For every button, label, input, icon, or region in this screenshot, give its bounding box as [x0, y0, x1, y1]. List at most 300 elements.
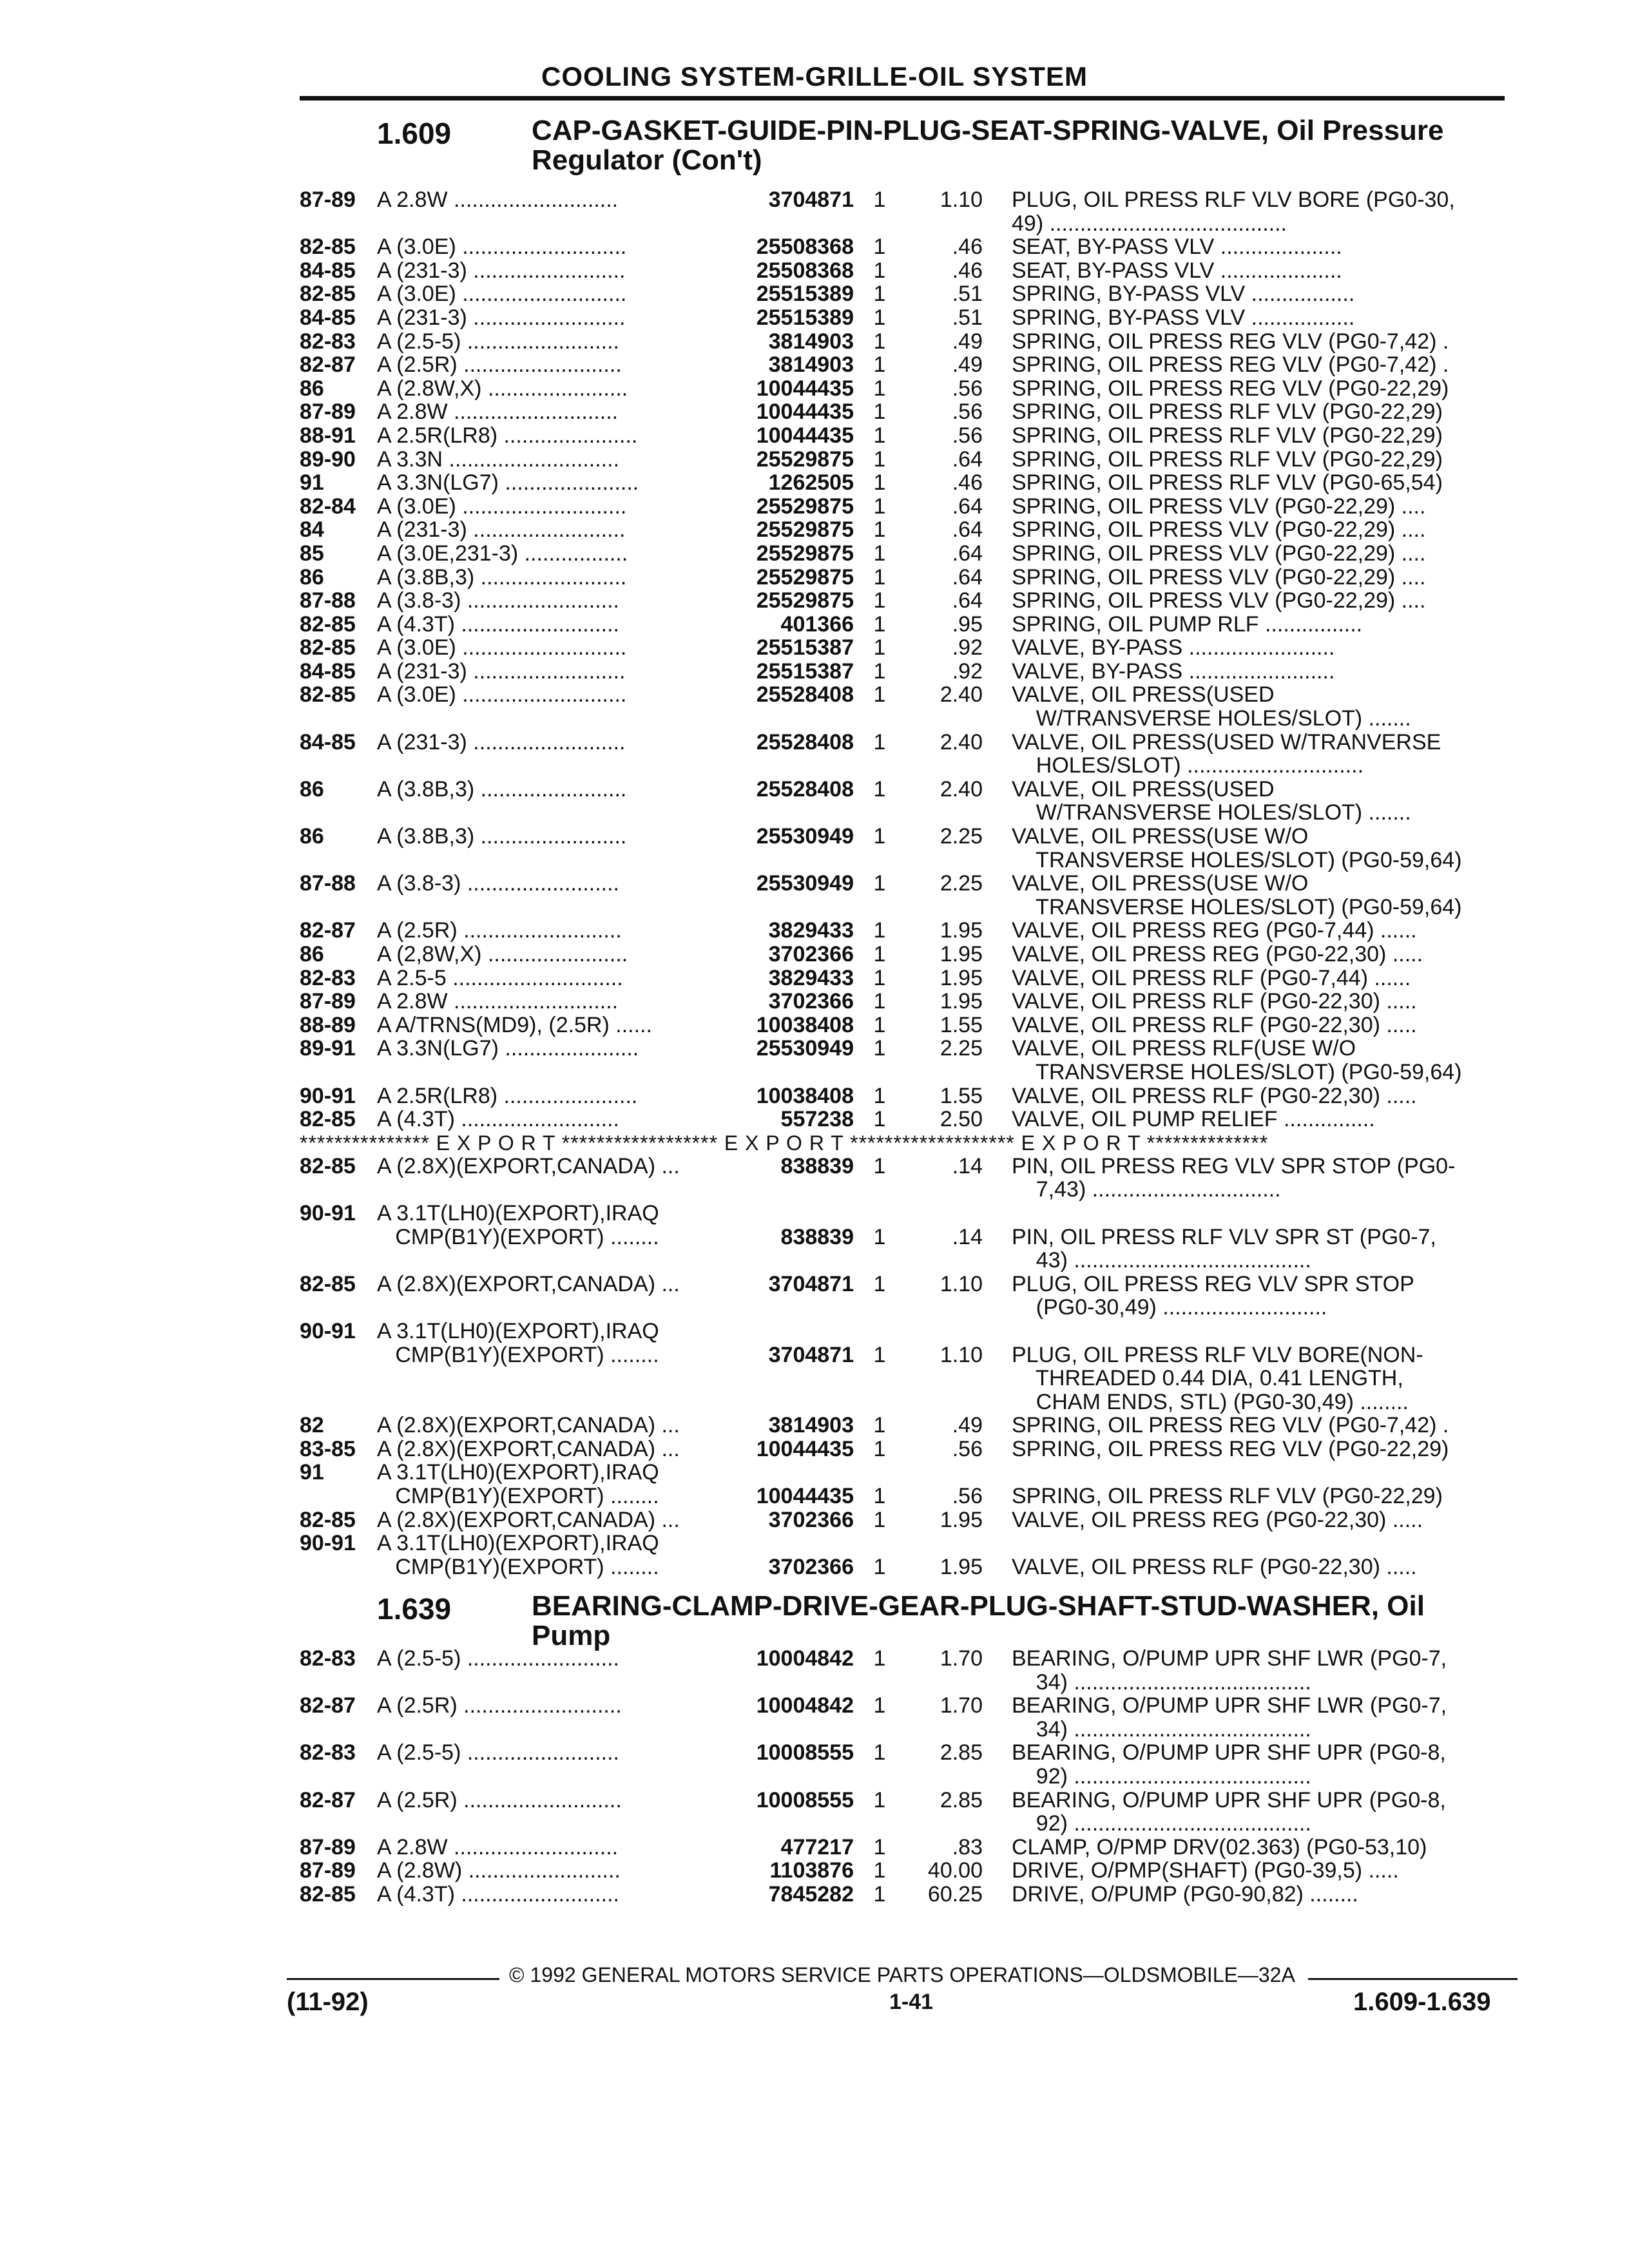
price: .64 — [952, 517, 983, 543]
part-number: 3829433 — [768, 918, 854, 943]
part-number: 25529875 — [756, 494, 854, 519]
application: A 3.3N(LG7) ...................... — [377, 471, 639, 495]
application: A (2.8W) ......................... — [377, 1859, 621, 1883]
part-description: PLUG, OIL PRESS REG VLV SPR STOP — [1012, 1272, 1414, 1296]
application: CMP(B1Y)(EXPORT) ........ — [377, 1485, 659, 1508]
quantity: 1 — [873, 1740, 886, 1765]
part-description: 34) ....................................... — [1012, 1670, 1311, 1695]
application: A (231-3) ......................... — [377, 305, 626, 330]
part-number: 10038408 — [756, 1083, 854, 1108]
price: 1.10 — [940, 1271, 983, 1296]
part-number: 10008555 — [756, 1787, 854, 1812]
price: .46 — [952, 235, 983, 260]
application: A 3.3N(LG7) ...................... — [377, 1037, 639, 1061]
table-row — [300, 1273, 1505, 1320]
part-number: 10044435 — [756, 423, 854, 448]
price: 1.70 — [940, 1646, 983, 1671]
footer-section-range: 1.609-1.639 — [1353, 1988, 1491, 2016]
application: A (2.8X)(EXPORT,CANADA) ... — [377, 1272, 680, 1296]
table-row — [300, 353, 1505, 377]
table-row — [300, 731, 1505, 778]
part-number: 25515387 — [756, 635, 854, 660]
application: A 3.1T(LH0)(EXPORT),IRAQ — [377, 1201, 659, 1225]
model-years: 82-87 — [300, 1693, 356, 1718]
application: A 3.1T(LH0)(EXPORT),IRAQ — [377, 1319, 659, 1343]
table-row — [300, 1461, 1505, 1508]
part-number: 25529875 — [756, 541, 854, 566]
model-years: 84-85 — [300, 729, 356, 754]
model-years: 84-85 — [300, 258, 356, 283]
quantity: 1 — [873, 187, 886, 212]
model-years: 87-89 — [300, 1834, 356, 1860]
model-years: 84-85 — [300, 305, 356, 330]
part-number: 3704871 — [768, 187, 854, 212]
part-description: 34) ....................................... — [1012, 1717, 1311, 1742]
table-row — [300, 778, 1505, 825]
application: A (2.5-5) ......................... — [377, 1647, 619, 1671]
application: A (2.5R) .......................... — [377, 919, 622, 943]
part-number: 10044435 — [756, 1436, 854, 1461]
part-description: VALVE, BY-PASS ........................ — [1012, 636, 1335, 660]
model-years: 91 — [300, 1460, 324, 1485]
footer-rule-right — [1308, 1978, 1518, 1980]
price: 1.95 — [940, 989, 983, 1014]
part-description: BEARING, O/PUMP UPR SHF LWR (PG0-7, — [1012, 1647, 1447, 1671]
price: .64 — [952, 564, 983, 590]
model-years: 90-91 — [300, 1200, 356, 1225]
part-number: 25515389 — [756, 305, 854, 330]
table-row — [300, 1694, 1505, 1741]
table-row — [300, 1084, 1505, 1108]
quantity: 1 — [873, 564, 886, 590]
part-number: 10044435 — [756, 399, 854, 425]
parts-list — [300, 1647, 1505, 1907]
application: A (231-3) ......................... — [377, 518, 626, 542]
price: .56 — [952, 399, 983, 425]
export-parts-list — [300, 1155, 1505, 1579]
part-description: VALVE, OIL PUMP RELIEF ............... — [1012, 1108, 1375, 1131]
part-description: BEARING, O/PUMP UPR SHF UPR (PG0-8, — [1012, 1741, 1446, 1765]
part-description: VALVE, OIL PRESS RLF (PG0-22,30) ..... — [1012, 990, 1417, 1014]
part-description: VALVE, OIL PRESS REG (PG0-22,30) ..... — [1012, 1508, 1423, 1532]
model-years: 87-88 — [300, 588, 356, 613]
quantity: 1 — [873, 682, 886, 707]
part-number: 3704871 — [768, 1342, 854, 1367]
part-number: 3829433 — [768, 965, 854, 990]
price: 2.25 — [940, 871, 983, 896]
application: A (3.8-3) ......................... — [377, 589, 619, 613]
part-number: 3704871 — [768, 1271, 854, 1296]
model-years: 85 — [300, 541, 324, 566]
model-years: 82-83 — [300, 965, 356, 990]
part-number: 25530949 — [756, 824, 854, 849]
part-number: 1103876 — [769, 1858, 854, 1883]
part-number: 7845282 — [768, 1881, 854, 1907]
part-description: VALVE, OIL PRESS RLF (PG0-22,30) ..... — [1012, 1013, 1417, 1037]
application: A (2.5R) .......................... — [377, 1788, 622, 1812]
part-number: 25515389 — [756, 282, 854, 307]
application: A (3.8B,3) ........................ — [377, 825, 627, 849]
application: A (231-3) ......................... — [377, 258, 626, 283]
quantity: 1 — [873, 635, 886, 660]
part-description: SPRING, OIL PRESS RLF VLV (PG0-22,29) — [1012, 1485, 1443, 1508]
table-row — [300, 660, 1505, 684]
table-row — [300, 872, 1505, 919]
part-description: CHAM ENDS, STL) (PG0-30,49) ........ — [1012, 1390, 1409, 1414]
model-years: 84-85 — [300, 658, 356, 684]
quantity: 1 — [873, 1834, 886, 1860]
application: A 2.8W ........................... — [377, 1835, 619, 1860]
quantity: 1 — [873, 1271, 886, 1296]
quantity: 1 — [873, 399, 886, 425]
part-description: SPRING, OIL PRESS VLV (PG0-22,29) .... — [1012, 541, 1426, 566]
footer-page-number: 1-41 — [889, 1990, 934, 2014]
application: A (3.8-3) ......................... — [377, 872, 619, 896]
table-row — [300, 542, 1505, 566]
application: A 3.3N ............................ — [377, 447, 620, 472]
part-description: VALVE, OIL PRESS(USED — [1012, 683, 1275, 707]
table-row — [300, 1108, 1505, 1131]
quantity: 1 — [873, 329, 886, 354]
price: 1.55 — [940, 1012, 983, 1037]
part-number: 25529875 — [756, 517, 854, 543]
table-row — [300, 683, 1505, 730]
section-number: 1.639 — [377, 1592, 452, 1626]
table-row — [300, 330, 1505, 354]
part-description: W/TRANSVERSE HOLES/SLOT) ....... — [1012, 801, 1411, 825]
price: .64 — [952, 494, 983, 519]
model-years: 91 — [300, 470, 324, 495]
model-years: 84 — [300, 517, 324, 543]
part-number: 25515387 — [756, 658, 854, 684]
application: CMP(B1Y)(EXPORT) ........ — [377, 1555, 659, 1579]
application: A (3.0E,231-3) ................. — [377, 541, 628, 566]
application: A (3.8B,3) ........................ — [377, 777, 627, 802]
table-row — [300, 306, 1505, 330]
price: 1.70 — [940, 1693, 983, 1718]
part-description: SEAT, BY-PASS VLV .................... — [1012, 258, 1342, 283]
footer-rule-left — [287, 1978, 499, 1980]
table-row — [300, 589, 1505, 613]
model-years: 82-85 — [300, 1271, 356, 1296]
quantity: 1 — [873, 1036, 886, 1061]
part-description: VALVE, BY-PASS ........................ — [1012, 659, 1335, 684]
table-row — [300, 1859, 1505, 1883]
page-header-title: COOLING SYSTEM-GRILLE-OIL SYSTEM — [541, 61, 1088, 91]
model-years: 82-84 — [300, 494, 356, 519]
model-years: 82 — [300, 1413, 324, 1438]
quantity: 1 — [873, 1507, 886, 1532]
table-row — [300, 1437, 1505, 1461]
model-years: 82-83 — [300, 329, 356, 354]
table-row — [300, 471, 1505, 495]
table-row — [300, 1741, 1505, 1788]
price: 2.40 — [940, 682, 983, 707]
part-number: 10008555 — [756, 1740, 854, 1765]
section-title: BEARING-CLAMP-DRIVE-GEAR-PLUG-SHAFT-STUD-WASHER, Oil Pump — [532, 1590, 1425, 1651]
price: .83 — [952, 1834, 983, 1860]
application: A (2.8W,X) ....................... — [377, 376, 628, 401]
price: 1.10 — [940, 1342, 983, 1367]
quantity: 1 — [873, 352, 886, 378]
application: A (3.0E) ........................... — [377, 494, 627, 519]
application: A (2.5-5) ......................... — [377, 1741, 619, 1765]
quantity: 1 — [873, 305, 886, 330]
model-years: 82-83 — [300, 1646, 356, 1671]
table-row — [300, 636, 1505, 660]
price: 1.95 — [940, 965, 983, 990]
application: A 3.1T(LH0)(EXPORT),IRAQ — [377, 1532, 659, 1555]
part-description: TRANSVERSE HOLES/SLOT) (PG0-59,64) — [1012, 1060, 1462, 1084]
model-years: 82-83 — [300, 1740, 356, 1765]
part-number: 838839 — [780, 1153, 854, 1178]
quantity: 1 — [873, 1881, 886, 1907]
price: .64 — [952, 447, 983, 472]
part-description: CLAMP, O/PMP DRV(02.363) (PG0-53,10) — [1012, 1835, 1427, 1860]
quantity: 1 — [873, 1858, 886, 1883]
part-description: TRANSVERSE HOLES/SLOT) (PG0-59,64) — [1012, 848, 1462, 872]
part-description: SPRING, OIL PRESS VLV (PG0-22,29) .... — [1012, 518, 1426, 542]
application: A (2.8X)(EXPORT,CANADA) ... — [377, 1508, 680, 1532]
application: CMP(B1Y)(EXPORT) ........ — [377, 1343, 659, 1367]
table-row — [300, 1014, 1505, 1037]
part-number: 25529875 — [756, 564, 854, 590]
price: .51 — [952, 305, 983, 330]
part-description: VALVE, OIL PRESS RLF (PG0-7,44) ...... — [1012, 966, 1411, 990]
part-description: THREADED 0.44 DIA, 0.41 LENGTH, — [1012, 1367, 1403, 1390]
quantity: 1 — [873, 918, 886, 943]
application: A 2.5-5 ............................ — [377, 966, 623, 990]
table-row — [300, 990, 1505, 1014]
table-row — [300, 1836, 1505, 1860]
table-row — [300, 943, 1505, 966]
part-description: 92) ....................................... — [1012, 1764, 1311, 1789]
price: 2.25 — [940, 1036, 983, 1061]
table-row — [300, 919, 1505, 943]
application: A A/TRNS(MD9), (2.5R) ...... — [377, 1013, 652, 1037]
part-description: SPRING, OIL PRESS REG VLV (PG0-7,42) . — [1012, 1414, 1449, 1437]
application: A (3.0E) ........................... — [377, 683, 627, 707]
part-description: BEARING, O/PUMP UPR SHF LWR (PG0-7, — [1012, 1694, 1447, 1718]
application: A (2.5R) .......................... — [377, 353, 622, 377]
table-row — [300, 1532, 1505, 1579]
price: .14 — [952, 1153, 983, 1178]
table-row — [300, 424, 1505, 448]
part-number: 3702366 — [768, 1554, 854, 1579]
table-row — [300, 1414, 1505, 1437]
model-years: 87-89 — [300, 399, 356, 425]
part-description — [1012, 1461, 1514, 1485]
application: A 2.5R(LR8) ...................... — [377, 423, 638, 448]
price: .49 — [952, 329, 983, 354]
quantity: 1 — [873, 1342, 886, 1367]
part-number: 838839 — [780, 1224, 854, 1249]
model-years: 86 — [300, 942, 324, 966]
model-years: 82-85 — [300, 1107, 356, 1132]
model-years: 89-90 — [300, 447, 356, 472]
part-description: DRIVE, O/PMP(SHAFT) (PG0-39,5) ..... — [1012, 1859, 1399, 1883]
quantity: 1 — [873, 989, 886, 1014]
quantity: 1 — [873, 1693, 886, 1718]
model-years: 82-85 — [300, 1153, 356, 1178]
application: A (4.3T) .......................... — [377, 1882, 619, 1907]
model-years: 87-88 — [300, 871, 356, 896]
application: A 3.1T(LH0)(EXPORT),IRAQ — [377, 1461, 659, 1485]
part-number: 10044435 — [756, 1484, 854, 1509]
part-description: VALVE, OIL PRESS(USE W/O — [1012, 825, 1309, 849]
part-description: VALVE, OIL PRESS RLF (PG0-22,30) ..... — [1012, 1084, 1417, 1108]
price: 2.50 — [940, 1107, 983, 1132]
part-description: SPRING, OIL PRESS REG VLV (PG0-7,42) . — [1012, 353, 1449, 377]
application: A (2.8X)(EXPORT,CANADA) ... — [377, 1154, 680, 1178]
part-description: SPRING, OIL PRESS RLF VLV (PG0-22,29) — [1012, 423, 1443, 448]
quantity: 1 — [873, 376, 886, 401]
table-row — [300, 1037, 1505, 1084]
table-row — [300, 1202, 1505, 1273]
application: A (4.3T) .......................... — [377, 1108, 619, 1131]
quantity: 1 — [873, 517, 886, 543]
price: .64 — [952, 588, 983, 613]
section-number: 1.609 — [377, 117, 452, 150]
model-years: 82-85 — [300, 235, 356, 260]
part-description: VALVE, OIL PRESS(USED — [1012, 777, 1275, 802]
price: 2.85 — [940, 1740, 983, 1765]
part-description: VALVE, OIL PRESS(USED W/TRANVERSE — [1012, 730, 1441, 754]
model-years: 82-85 — [300, 1881, 356, 1907]
table-row — [300, 518, 1505, 542]
model-years: 88-89 — [300, 1012, 356, 1037]
table-row — [300, 400, 1505, 424]
part-number: 10004842 — [756, 1646, 854, 1671]
part-description: SPRING, OIL PRESS REG VLV (PG0-7,42) . — [1012, 329, 1449, 354]
part-description: (PG0-30,49) ........................... — [1012, 1296, 1327, 1320]
part-description: PLUG, OIL PRESS RLF VLV BORE (PG0-30, — [1012, 188, 1455, 212]
part-number: 25528408 — [756, 729, 854, 754]
part-description: W/TRANSVERSE HOLES/SLOT) ....... — [1012, 707, 1411, 731]
quantity: 1 — [873, 494, 886, 519]
model-years: 82-85 — [300, 611, 356, 637]
part-number: 557238 — [780, 1107, 854, 1132]
part-number: 25508368 — [756, 235, 854, 260]
model-years: 82-85 — [300, 282, 356, 307]
model-years: 82-85 — [300, 1507, 356, 1532]
application: A 2.8W ........................... — [377, 990, 619, 1014]
model-years: 89-91 — [300, 1036, 356, 1061]
price: .56 — [952, 376, 983, 401]
model-years: 83-85 — [300, 1436, 356, 1461]
part-number: 25528408 — [756, 776, 854, 802]
part-number: 477217 — [780, 1834, 854, 1860]
table-row — [300, 448, 1505, 472]
footer-copyright: © 1992 GENERAL MOTORS SERVICE PARTS OPERATIONS—OLDSMOBILE—32A — [509, 1963, 1295, 1986]
table-row — [300, 1789, 1505, 1836]
quantity: 1 — [873, 1484, 886, 1509]
model-years: 86 — [300, 776, 324, 802]
part-number: 25529875 — [756, 588, 854, 613]
part-description — [1012, 1532, 1514, 1555]
table-row — [300, 966, 1505, 990]
part-description: 7,43) ............................... — [1012, 1178, 1281, 1202]
part-description: VALVE, OIL PRESS REG (PG0-7,44) ...... — [1012, 919, 1417, 943]
part-description: SEAT, BY-PASS VLV .................... — [1012, 235, 1342, 259]
table-row — [300, 495, 1505, 519]
part-number: 3702366 — [768, 1507, 854, 1532]
part-description: SPRING, OIL PRESS REG VLV (PG0-22,29) — [1012, 1437, 1449, 1461]
table-row — [300, 282, 1505, 306]
part-description: HOLES/SLOT) ............................. — [1012, 754, 1364, 778]
part-description: VALVE, OIL PRESS RLF(USE W/O — [1012, 1037, 1356, 1061]
price: 2.25 — [940, 824, 983, 849]
part-description: SPRING, OIL PRESS RLF VLV (PG0-65,54) — [1012, 471, 1443, 495]
price: 2.40 — [940, 729, 983, 754]
price: .92 — [952, 635, 983, 660]
table-row — [300, 188, 1505, 235]
part-description: 49) ....................................... — [1012, 211, 1287, 236]
part-number: 401366 — [780, 611, 854, 637]
part-description: 43) ....................................... — [1012, 1249, 1311, 1273]
quantity: 1 — [873, 470, 886, 495]
price: .64 — [952, 541, 983, 566]
quantity: 1 — [873, 1436, 886, 1461]
application: A (3.0E) ........................... — [377, 636, 627, 660]
model-years: 90-91 — [300, 1318, 356, 1343]
model-years: 87-89 — [300, 187, 356, 212]
quantity: 1 — [873, 965, 886, 990]
part-number: 25530949 — [756, 871, 854, 896]
price: 60.25 — [927, 1881, 983, 1907]
footer-date: (11-92) — [287, 1988, 369, 2016]
application: A (231-3) ......................... — [377, 659, 626, 684]
part-number: 3702366 — [768, 942, 854, 966]
part-description: SPRING, BY-PASS VLV ................. — [1012, 282, 1355, 306]
part-number: 3814903 — [768, 352, 854, 378]
part-description: SPRING, OIL PRESS VLV (PG0-22,29) .... — [1012, 565, 1426, 590]
price: 1.95 — [940, 918, 983, 943]
price: .92 — [952, 658, 983, 684]
model-years: 82-87 — [300, 1787, 356, 1812]
model-years: 82-87 — [300, 352, 356, 378]
part-description: VALVE, OIL PRESS REG (PG0-22,30) ..... — [1012, 943, 1423, 966]
application: A (2.5-5) ......................... — [377, 329, 619, 354]
price: .56 — [952, 1436, 983, 1461]
application: A (2.8X)(EXPORT,CANADA) ... — [377, 1437, 680, 1461]
parts-list — [300, 188, 1505, 1131]
quantity: 1 — [873, 658, 886, 684]
application: CMP(B1Y)(EXPORT) ........ — [377, 1225, 659, 1249]
model-years: 88-91 — [300, 423, 356, 448]
application: A (2.5R) .......................... — [377, 1694, 622, 1718]
quantity: 1 — [873, 1646, 886, 1671]
application: A (4.3T) .......................... — [377, 612, 619, 637]
price: .95 — [952, 611, 983, 637]
quantity: 1 — [873, 423, 886, 448]
part-number: 3814903 — [768, 329, 854, 354]
part-number: 10038408 — [756, 1012, 854, 1037]
part-description: SPRING, OIL PRESS VLV (PG0-22,29) .... — [1012, 589, 1426, 613]
quantity: 1 — [873, 776, 886, 802]
part-number: 3814903 — [768, 1413, 854, 1438]
part-description: SPRING, OIL PRESS VLV (PG0-22,29) .... — [1012, 494, 1426, 519]
price: 2.40 — [940, 776, 983, 802]
application: A (3.0E) ........................... — [377, 282, 627, 306]
table-row — [300, 1155, 1505, 1202]
header-rule — [300, 96, 1505, 101]
price: .51 — [952, 282, 983, 307]
section-1639 — [300, 1591, 1505, 1907]
table-row — [300, 377, 1505, 401]
model-years: 86 — [300, 376, 324, 401]
quantity: 1 — [873, 824, 886, 849]
